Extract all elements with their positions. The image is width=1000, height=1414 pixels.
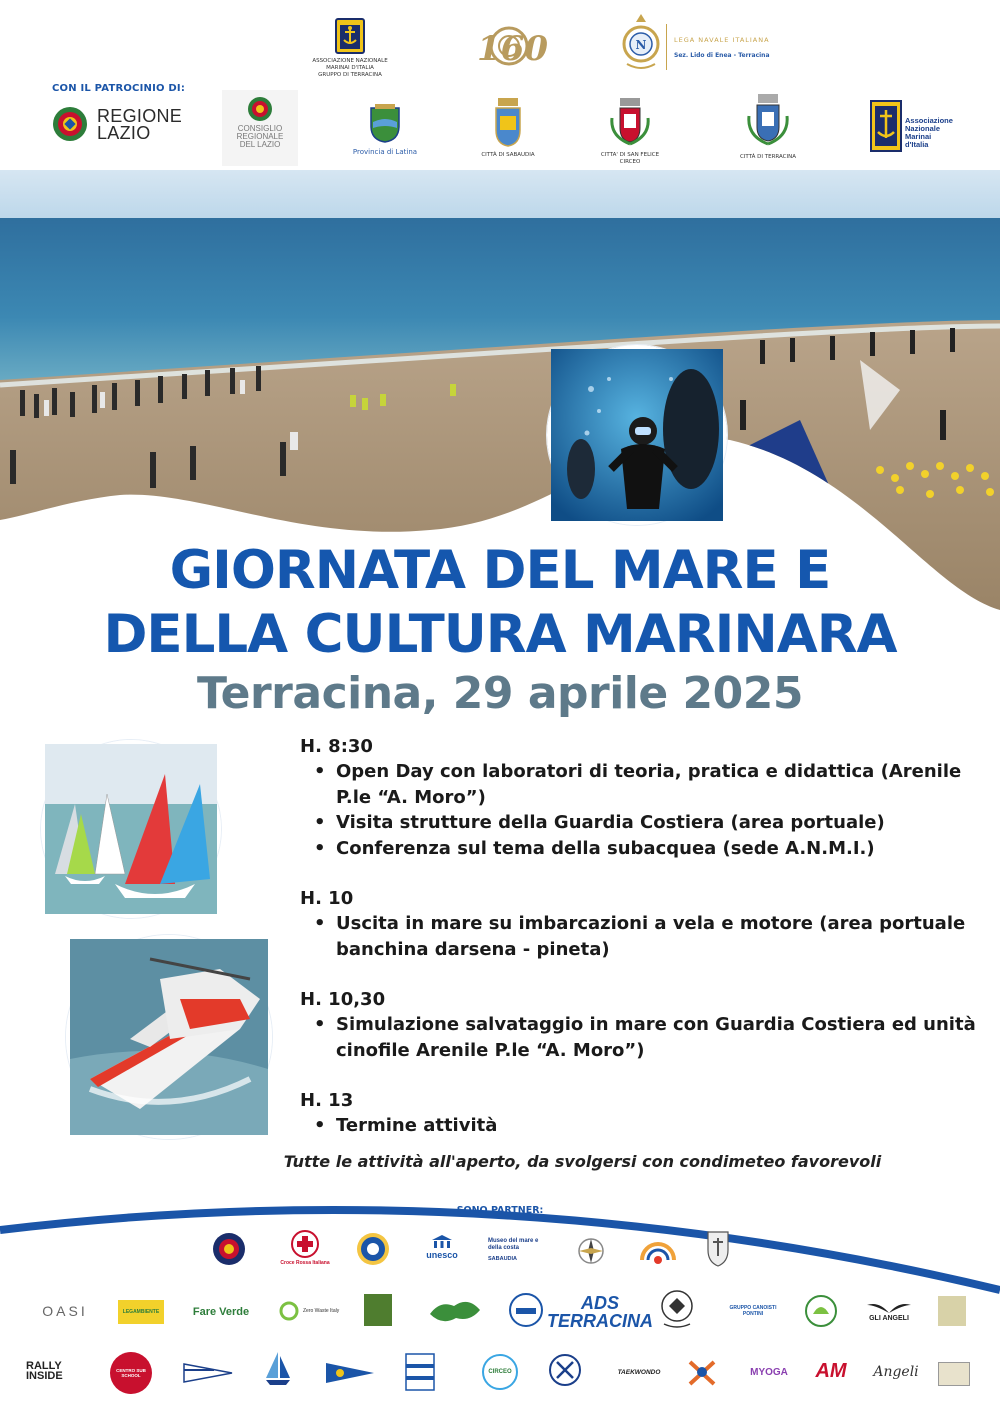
partner-circeo: CIRCEO [482,1354,518,1390]
lega-divider [666,24,667,70]
partner-sunrise-icon [636,1234,680,1266]
schedule-item: • Uscita in mare su imbarcazioni a vela e motore (area portuale banchina darsena - pineta) [336,911,980,962]
citta-terracina-logo [728,94,808,161]
citta-sabaudia-logo [468,98,548,159]
partner-ads-terracina: ADS TERRACINA [547,1293,653,1331]
schedule-item: • Visita strutture della Guardia Costiera (area portuale) [336,810,980,836]
partner-academy-emblem-icon [658,1288,696,1330]
page-title-line2: DELLA CULTURA MARINARA [103,604,897,665]
partner-badge-icon [938,1296,966,1326]
provincia-caption: Provincia di Latina [352,148,418,156]
svg-text:N: N [635,38,647,52]
red-cross-icon [291,1230,319,1258]
partner-am: AM [815,1359,847,1382]
partner-croce-rossa [280,1230,330,1266]
partner-round-seal-icon [356,1232,390,1266]
partner-eco-circle-icon [804,1294,838,1328]
partner-gli-angeli [862,1296,916,1326]
schedule-block [300,734,980,861]
consiglio-text: CONSIGLIO REGIONALE DEL LAZIO [236,124,284,149]
partners-label: SONO PARTNER: [456,1205,544,1216]
partner-centro-sub: CENTRO SUB SCHOOL [110,1352,152,1394]
lega-section: Sez. Lido di Enea - Terracina [674,52,770,59]
schedule-block [300,1088,980,1139]
regione-lazio-text: REGIONE LAZIO [97,106,183,143]
sabaudia-caption: CITTÀ DI SABAUDIA [481,152,535,158]
schedule-time: H. 10,30 [300,989,386,1010]
partner-flag-icon [404,1352,436,1392]
partner-oasi: OASI [42,1303,88,1319]
schedule-block [300,987,980,1063]
san-felice-coat-of-arms-icon [608,98,652,148]
partner-compass-icon [574,1236,608,1266]
sabaudia-coat-of-arms-icon [494,98,522,148]
partner-blue-shield-icon [508,1292,544,1328]
croce-rossa-label: Croce Rossa Italiana [280,1260,330,1266]
partner-rally-inside: RALLY INSIDE [26,1360,63,1382]
schedule-items [300,1012,980,1063]
consiglio-regionale-logo [222,90,298,166]
page-title-line1: GIORNATA DEL MARE E [169,540,831,601]
anniversary-emblem-icon [467,20,548,72]
partner-taekwondo: TAEKWONDO [617,1368,661,1376]
wings-icon [867,1301,911,1315]
partner-blue-pennant-icon [324,1360,376,1386]
partner-anmi-seal-icon [212,1232,246,1266]
schedule-items [300,911,980,962]
gli-angeli-label: GLI ANGELI [869,1314,909,1322]
museo-label: Museo del mare e della costa [488,1238,539,1251]
partner-crest-icon [704,1230,732,1270]
partner-legambiente: LEGAMBIENTE [118,1300,164,1324]
lega-navale-text [674,36,770,59]
provincia-shield-icon [369,104,401,144]
schedule-time: H. 8:30 [300,736,373,757]
partner-label-badge-icon [938,1362,970,1386]
partner-fare-verde: Fare Verde [192,1306,250,1318]
consiglio-emblem-icon [247,96,273,122]
partner-unesco [420,1234,464,1260]
anmi-shield-icon [870,100,902,152]
anniversary-number: 160 [477,29,548,69]
lega-title: LEGA NAVALE ITALIANA [674,36,770,44]
schedule-time: H. 13 [300,1090,354,1111]
museo-sabaudia-label: SABAUDIA [488,1256,518,1262]
regione-lazio-emblem-icon [52,106,88,142]
partner-pennant-icon [182,1360,234,1386]
zero-waste-label: Zero Waste Italy [303,1308,340,1314]
sailing-photo [41,740,221,918]
anmi-terracina-logo [300,18,400,79]
schedule-item: • Simulazione salvataggio in mare con Guardia Costiera ed unità cinofile Arenile P.le “A. Moro”) [336,1012,980,1063]
schedule [300,734,980,1164]
partner-cross-paddle-icon [684,1354,720,1390]
partner-forest-icon [364,1294,392,1326]
terracina-coat-of-arms-icon [743,94,793,150]
schedule-item: • Termine attività [336,1113,980,1139]
anmi-right-text: Associazione Nazionale Marinai d'Italia [905,116,953,149]
lega-navale-logo [617,12,665,74]
schedule-time: H. 10 [300,888,354,909]
schedule-item: • Conferenza sul tema della subacquea (sede A.N.M.I.) [336,836,980,862]
unesco-temple-icon [431,1234,453,1250]
schedule-item: • Open Day con laboratori di teoria, pratica e didattica (Arenile P.le “A. Moro”) [336,759,980,810]
provincia-latina-logo [345,104,425,157]
partner-angeli: Angeli [873,1364,919,1380]
page-subtitle: Terracina, 29 aprile 2025 [196,668,804,719]
partner-zero-waste [278,1298,344,1324]
schedule-block [300,886,980,962]
schedule-items [300,1113,980,1139]
partner-canoisti-pontini: GRUPPO CANOISTI PONTINI [729,1305,777,1317]
coast-guard-photo [66,935,272,1139]
citta-san-felice-logo [590,98,670,166]
terracina-caption: CITTÀ DI TERRACINA [739,154,797,160]
patrocinio-label: CON IL PATROCINIO DI: [52,83,186,94]
partner-sailboat-icon [262,1350,294,1390]
anchor-shield-icon [335,18,365,54]
anniversary-logo [466,20,548,72]
weather-note: Tutte le attività all'aperto, da svolgersi con condimeteo favorevoli [283,1152,882,1171]
partner-green-map-icon [426,1296,484,1324]
zero-waste-ring-icon [278,1300,300,1322]
unesco-label: unesco [426,1250,458,1260]
lega-navale-emblem-icon [619,12,663,74]
diver-photo [547,345,727,525]
partner-museo-mare [488,1238,542,1262]
partner-crossed-oars-icon [548,1352,582,1388]
partner-myoga: MYOGA [750,1366,788,1378]
san-felice-caption: CITTA' DI SAN FELICE CIRCEO [600,152,660,165]
anmi-caption: ASSOCIAZIONE NAZIONALE MARINAI D'ITALIA GRUPPO DI TERRACINA [312,58,388,78]
schedule-items [300,759,980,861]
